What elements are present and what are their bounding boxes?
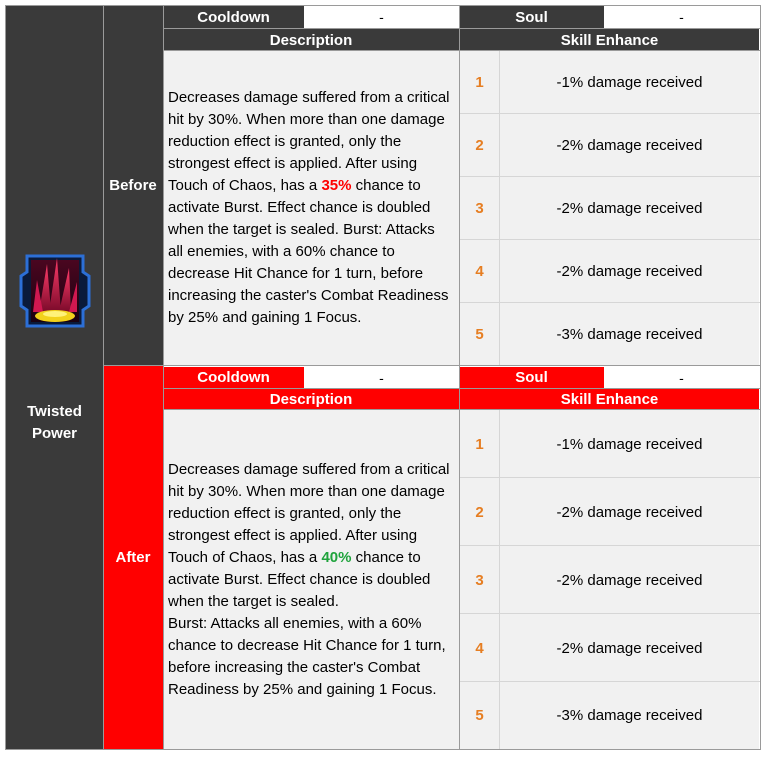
before-enhance-list — [460, 51, 759, 365]
grid-line — [459, 5, 460, 750]
skill-name-line2: Power — [31, 425, 77, 442]
enhance-text: -2% damage received — [556, 200, 703, 217]
enhance-level: 1 — [475, 435, 484, 453]
grid-line — [760, 5, 761, 750]
after-description-header: Description — [163, 389, 459, 410]
list-item — [460, 410, 759, 478]
enhance-text: -3% damage received — [556, 325, 703, 343]
before-description-text1: Decreases damage suffered from a critical hit by 30%. When more than one damage reduction effect is granted, only the strongest effect is applied. After using Touch of Chaos, has a — [168, 89, 450, 194]
list-item — [460, 240, 759, 303]
after-cooldown-value: - — [304, 367, 459, 388]
before-label: Before — [103, 6, 163, 365]
enhance-text: -1% damage received — [556, 74, 703, 91]
grid-line — [163, 388, 761, 389]
list-item — [460, 546, 759, 614]
list-item — [460, 614, 759, 682]
grid-line — [460, 113, 760, 114]
grid-line — [5, 749, 761, 750]
enhance-level: 4 — [475, 263, 484, 280]
grid-line — [163, 5, 164, 750]
before-enhance-header: Skill Enhance — [460, 29, 759, 51]
list-item — [460, 478, 759, 546]
grid-line — [163, 409, 761, 410]
enhance-text: -2% damage received — [556, 571, 703, 589]
enhance-level: 2 — [475, 137, 484, 154]
after-enhance-header: Skill Enhance — [460, 389, 759, 410]
enhance-level: 1 — [475, 74, 484, 91]
after-cooldown-label: Cooldown — [163, 367, 304, 388]
list-item — [460, 682, 759, 749]
enhance-text: -2% damage received — [556, 639, 703, 657]
before-description — [163, 51, 459, 365]
grid-line — [460, 681, 760, 682]
grid-line — [460, 176, 760, 177]
after-soul-label: Soul — [459, 367, 604, 388]
before-cooldown-value: - — [304, 6, 459, 28]
skill-name-column — [6, 6, 103, 749]
grid-line — [163, 28, 761, 29]
before-description-text2: chance to activate Burst. Effect chance is doubled when the target is sealed. Burst: Attacks all enemies, with a 60% chance to decrease Hit Chance for 1 turn, before increasing the caster's Combat Readiness by 25% and gaining 1 Focus. — [168, 177, 449, 326]
enhance-level: 4 — [475, 639, 484, 657]
before-description-header: Description — [163, 29, 459, 51]
after-description-text2: chance to activate Burst. Effect chance is doubled when the target is sealed. — [168, 548, 431, 610]
before-soul-value: - — [604, 6, 759, 28]
enhance-level: 3 — [475, 200, 484, 217]
enhance-level: 5 — [475, 707, 484, 724]
list-item — [460, 303, 759, 365]
enhance-text: -1% damage received — [556, 435, 703, 453]
skill-name-line1: Twisted — [27, 403, 82, 420]
grid-line — [103, 365, 761, 366]
grid-line — [460, 613, 760, 614]
before-burst-chance: 35% — [321, 177, 352, 194]
grid-line — [103, 5, 104, 750]
grid-line — [460, 545, 760, 546]
enhance-level: 3 — [475, 571, 484, 589]
grid-line — [460, 477, 760, 478]
after-description — [163, 410, 459, 749]
enhance-text: -2% damage received — [556, 263, 703, 280]
list-item — [460, 51, 759, 114]
enhance-text: -3% damage received — [556, 707, 703, 724]
grid-line — [499, 410, 500, 749]
after-soul-value: - — [604, 367, 759, 388]
after-burst-chance: 40% — [321, 548, 352, 566]
after-description-text1: Decreases damage suffered from a critical hit by 30%. When more than one damage reduction effect is granted, only the strongest effect is applied. After using Touch of Chaos, has a — [168, 460, 450, 566]
enhance-text: -2% damage received — [556, 503, 703, 521]
grid-line — [499, 51, 500, 365]
enhance-level: 2 — [475, 503, 484, 521]
grid-line — [5, 5, 6, 750]
list-item — [460, 177, 759, 240]
enhance-level: 5 — [475, 325, 484, 343]
after-description-text3: Burst: Attacks all enemies, with a 60% chance to decrease Hit Chance for 1 turn, before increasing the caster's Combat Readiness by 25% and gaining 1 Focus. — [168, 614, 446, 698]
enhance-text: -2% damage received — [556, 137, 703, 154]
before-cooldown-label: Cooldown — [163, 6, 304, 28]
grid-line — [460, 239, 760, 240]
grid-line — [5, 5, 761, 6]
grid-line — [460, 302, 760, 303]
list-item — [460, 114, 759, 177]
grid-line — [163, 50, 761, 51]
skill-name — [6, 400, 103, 446]
after-enhance-list — [460, 410, 759, 749]
twisted-power-skill-icon — [19, 246, 91, 334]
before-soul-label: Soul — [459, 6, 604, 28]
after-label: After — [103, 366, 163, 749]
